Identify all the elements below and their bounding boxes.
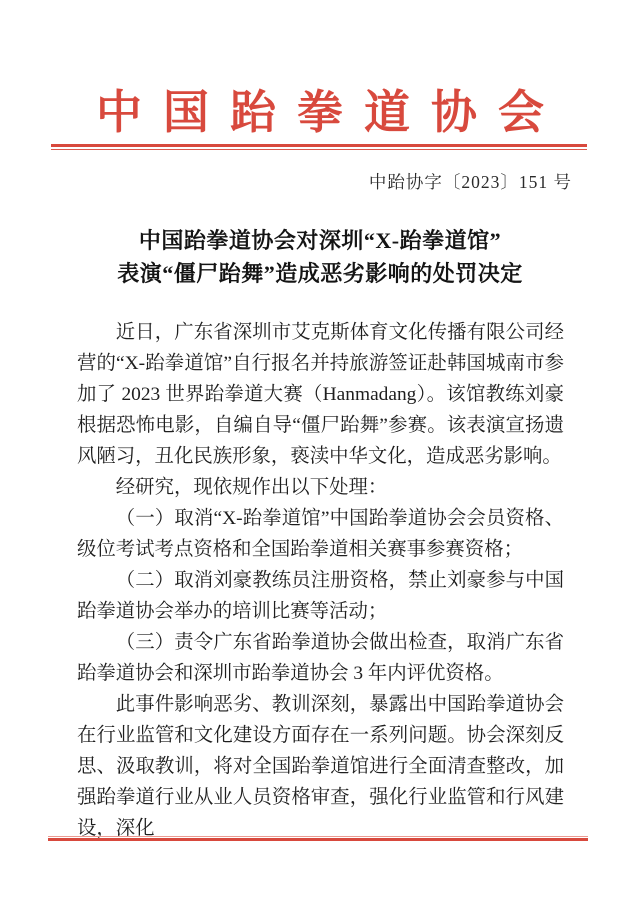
body-paragraph: 近日，广东省深圳市艾克斯体育文化传播有限公司经营的“X-跆拳道馆”自行报名并持旅游签证赴韩国城南市参加了 2023 世界跆拳道大赛（Hanmadang）。该馆教练刘豪根据恐怖电影，自编自导“僵尸跆舞”参赛。该表演宣扬遗风陋习，丑化民族形象，亵渎中华文化，造成恶劣影响。 (77, 322, 564, 467)
org-title: 中国跆拳道协会 (96, 87, 565, 138)
doc-number: 中跆协字〔2023〕151 号 (368, 172, 572, 192)
doc-title (0, 224, 640, 290)
body-paragraph: 经研究，现依规作出以下处理： (115, 477, 388, 498)
body-paragraph: （三）责令广东省跆拳道协会做出检查，取消广东省跆拳道协会和深圳市跆拳道协会 3 年内评优资格。 (77, 632, 564, 684)
body-paragraph: （二）取消刘豪教练员注册资格，禁止刘豪参与中国跆拳道协会举办的培训比赛等活动； (77, 570, 564, 622)
doc-body (77, 317, 564, 844)
doc-title-line-2: 表演“僵尸跆舞”造成恶劣影响的处罚决定 (117, 261, 523, 286)
body-paragraph: （一）取消“X-跆拳道馆”中国跆拳道协会会员资格、级位考试考点资格和全国跆拳道相关赛事参赛资格； (77, 508, 564, 560)
footer-divider-rule (48, 836, 588, 841)
body-paragraph: 此事件影响恶劣、教训深刻，暴露出中国跆拳道协会在行业监管和文化建设方面存在一系列问题。协会深刻反思、汲取教训，将对全国跆拳道馆进行全面清查整改，加强跆拳道行业从业人员资格审查，强化行业监管和行风建设，深化 (77, 694, 564, 839)
doc-title-line-1: 中国跆拳道协会对深圳“X-跆拳道馆” (138, 228, 502, 253)
header-divider-rule (51, 144, 587, 150)
